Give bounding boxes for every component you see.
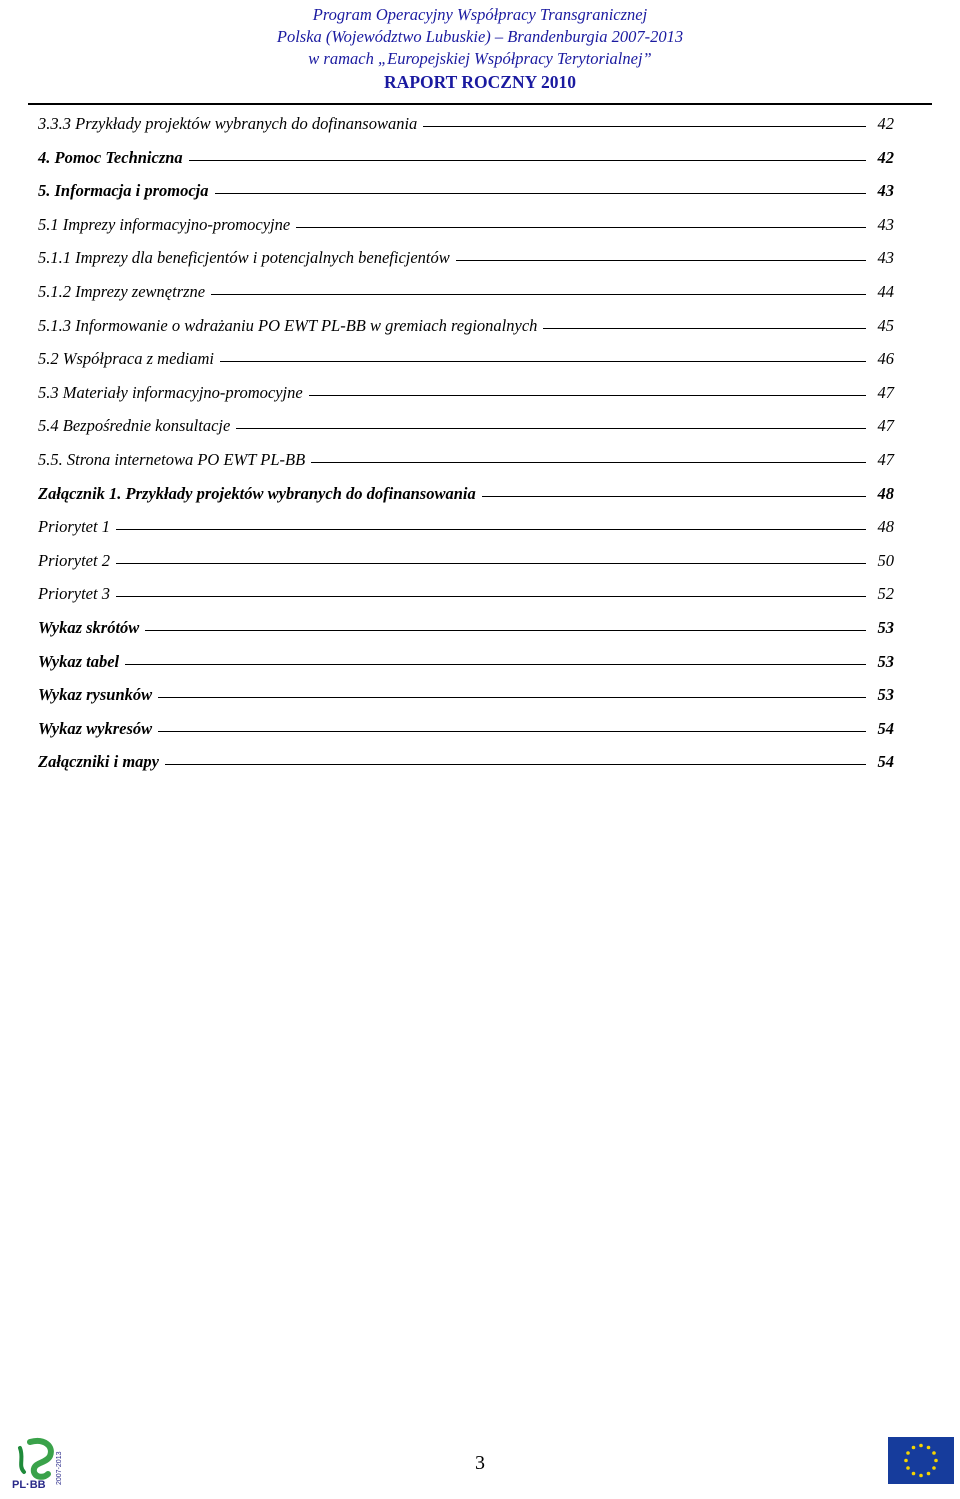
toc-entry[interactable] — [38, 719, 894, 753]
toc-entry-page: 47 — [877, 416, 894, 436]
toc-entry-label: Priorytet 1 — [38, 517, 110, 537]
toc-entry-page: 53 — [877, 617, 894, 637]
toc-entry-page: 53 — [877, 651, 894, 671]
toc-entry-page: 43 — [877, 248, 894, 268]
toc-entry-page: 47 — [877, 449, 894, 469]
eu-star — [934, 1459, 938, 1463]
toc-entry[interactable] — [38, 316, 894, 350]
toc-entry[interactable] — [38, 248, 894, 282]
toc-entry-label: Wykaz wykresów — [38, 718, 153, 738]
toc-leader-line — [165, 764, 866, 765]
toc-entry-page: 48 — [877, 483, 894, 503]
eu-star — [904, 1459, 908, 1463]
eu-star — [927, 1472, 931, 1476]
logo-text: PL·BB — [12, 1479, 46, 1490]
page-number: 3 — [475, 1452, 485, 1474]
eu-star — [932, 1451, 936, 1455]
toc-entry[interactable] — [38, 652, 894, 686]
toc-entry[interactable] — [38, 618, 894, 652]
header-line-2: Polska (Województwo Lubuskie) – Brandenburgia 2007-2013 — [276, 27, 684, 46]
eu-star — [919, 1474, 923, 1478]
toc-entry-label: 5.2 Współpraca z mediami — [38, 349, 214, 369]
toc-leader-line — [125, 664, 866, 665]
toc-entry-page: 45 — [877, 315, 894, 335]
report-title: RAPORT ROCZNY 2010 — [384, 72, 576, 92]
toc-entry-label: Załączniki i mapy — [38, 752, 159, 772]
toc-leader-line — [482, 496, 866, 497]
eu-star — [927, 1446, 931, 1450]
toc-entry-page: 52 — [877, 584, 894, 604]
toc-leader-line — [116, 563, 866, 564]
toc-entry[interactable] — [38, 484, 894, 518]
toc-entry[interactable] — [38, 517, 894, 551]
eu-star — [912, 1472, 916, 1476]
toc-entry-page: 46 — [877, 349, 894, 369]
toc-entry-label: Wykaz skrótów — [38, 617, 140, 637]
toc-leader-line — [158, 697, 866, 698]
toc-entry[interactable] — [38, 349, 894, 383]
toc-leader-line — [211, 294, 866, 295]
toc-entry-page: 50 — [877, 550, 894, 570]
eu-star — [912, 1446, 916, 1450]
toc-entry[interactable] — [38, 752, 894, 786]
toc-entry-label: Wykaz tabel — [38, 651, 120, 671]
toc-leader-line — [220, 361, 866, 362]
toc-entry-page: 43 — [877, 181, 894, 201]
toc-leader-line — [145, 630, 866, 631]
toc-entry-page: 42 — [877, 114, 894, 133]
eu-star — [932, 1466, 936, 1470]
table-of-contents — [38, 114, 894, 786]
toc-entry-label: 5.1.3 Informowanie o wdrażaniu PO EWT PL-BB w gremiach regionalnych — [38, 315, 538, 335]
toc-leader-line — [296, 227, 866, 228]
toc-entry-page: 44 — [877, 281, 894, 301]
toc-entry-label: Priorytet 3 — [38, 584, 110, 604]
toc-entry-label: 5.1.1 Imprezy dla beneficjentów i potencjalnych beneficjentów — [38, 248, 450, 268]
header-line-1: Program Operacyjny Współpracy Transgranicznej — [312, 5, 648, 24]
toc-entry-page: 47 — [877, 382, 894, 402]
eu-star — [919, 1444, 923, 1448]
toc-leader-line — [158, 731, 866, 732]
eu-star — [906, 1451, 910, 1455]
toc-entry-label: 5.5. Strona internetowa PO EWT PL-BB — [38, 449, 306, 469]
toc-leader-line — [189, 160, 866, 161]
toc-entry-label: Załącznik 1. Przykłady projektów wybranych do dofinansowania — [38, 483, 476, 503]
toc-entry-page: 48 — [877, 517, 894, 537]
toc-entry-label: 3.3.3 Przykłady projektów wybranych do dofinansowania — [38, 114, 418, 133]
toc-entry[interactable] — [38, 551, 894, 585]
toc-entry-label: Wykaz rysunków — [38, 685, 153, 705]
toc-entry[interactable] — [38, 114, 894, 148]
toc-entry-label: 5. Informacja i promocja — [38, 181, 209, 201]
header-line-3: w ramach „Europejskiej Współpracy Terytorialnej” — [308, 49, 652, 68]
document-header — [0, 4, 960, 94]
logo-years: 2007-2013 — [56, 1451, 63, 1485]
toc-entry[interactable] — [38, 416, 894, 450]
toc-leader-line — [543, 328, 866, 329]
toc-entry-page: 42 — [877, 147, 894, 167]
toc-entry[interactable] — [38, 282, 894, 316]
toc-entry-page: 54 — [877, 752, 894, 772]
toc-entry-label: 5.4 Bezpośrednie konsultacje — [38, 416, 231, 436]
toc-entry-label: Priorytet 2 — [38, 550, 110, 570]
toc-entry-label: 5.3 Materiały informacyjno-promocyjne — [38, 382, 303, 402]
toc-entry[interactable] — [38, 685, 894, 719]
toc-leader-line — [309, 395, 866, 396]
toc-entry[interactable] — [38, 215, 894, 249]
eu-star — [906, 1466, 910, 1470]
toc-entry[interactable] — [38, 148, 894, 182]
toc-entry-label: 4. Pomoc Techniczna — [38, 147, 183, 167]
toc-leader-line — [116, 596, 866, 597]
toc-leader-line — [456, 260, 866, 261]
toc-entry-page: 54 — [877, 718, 894, 738]
toc-leader-line — [236, 428, 866, 429]
toc-entry-page: 43 — [877, 214, 894, 234]
toc-entry[interactable] — [38, 181, 894, 215]
toc-entry[interactable] — [38, 584, 894, 618]
header-divider — [28, 103, 932, 105]
toc-entry-label: 5.1.2 Imprezy zewnętrzne — [38, 281, 206, 301]
eu-flag-icon — [888, 1437, 954, 1484]
toc-entry[interactable] — [38, 450, 894, 484]
toc-entry-page: 53 — [877, 685, 894, 705]
toc-leader-line — [116, 529, 866, 530]
toc-leader-line — [311, 462, 866, 463]
toc-leader-line — [423, 126, 866, 127]
toc-entry[interactable] — [38, 383, 894, 417]
toc-entry-label: 5.1 Imprezy informacyjno-promocyjne — [38, 214, 291, 234]
toc-leader-line — [215, 193, 866, 194]
